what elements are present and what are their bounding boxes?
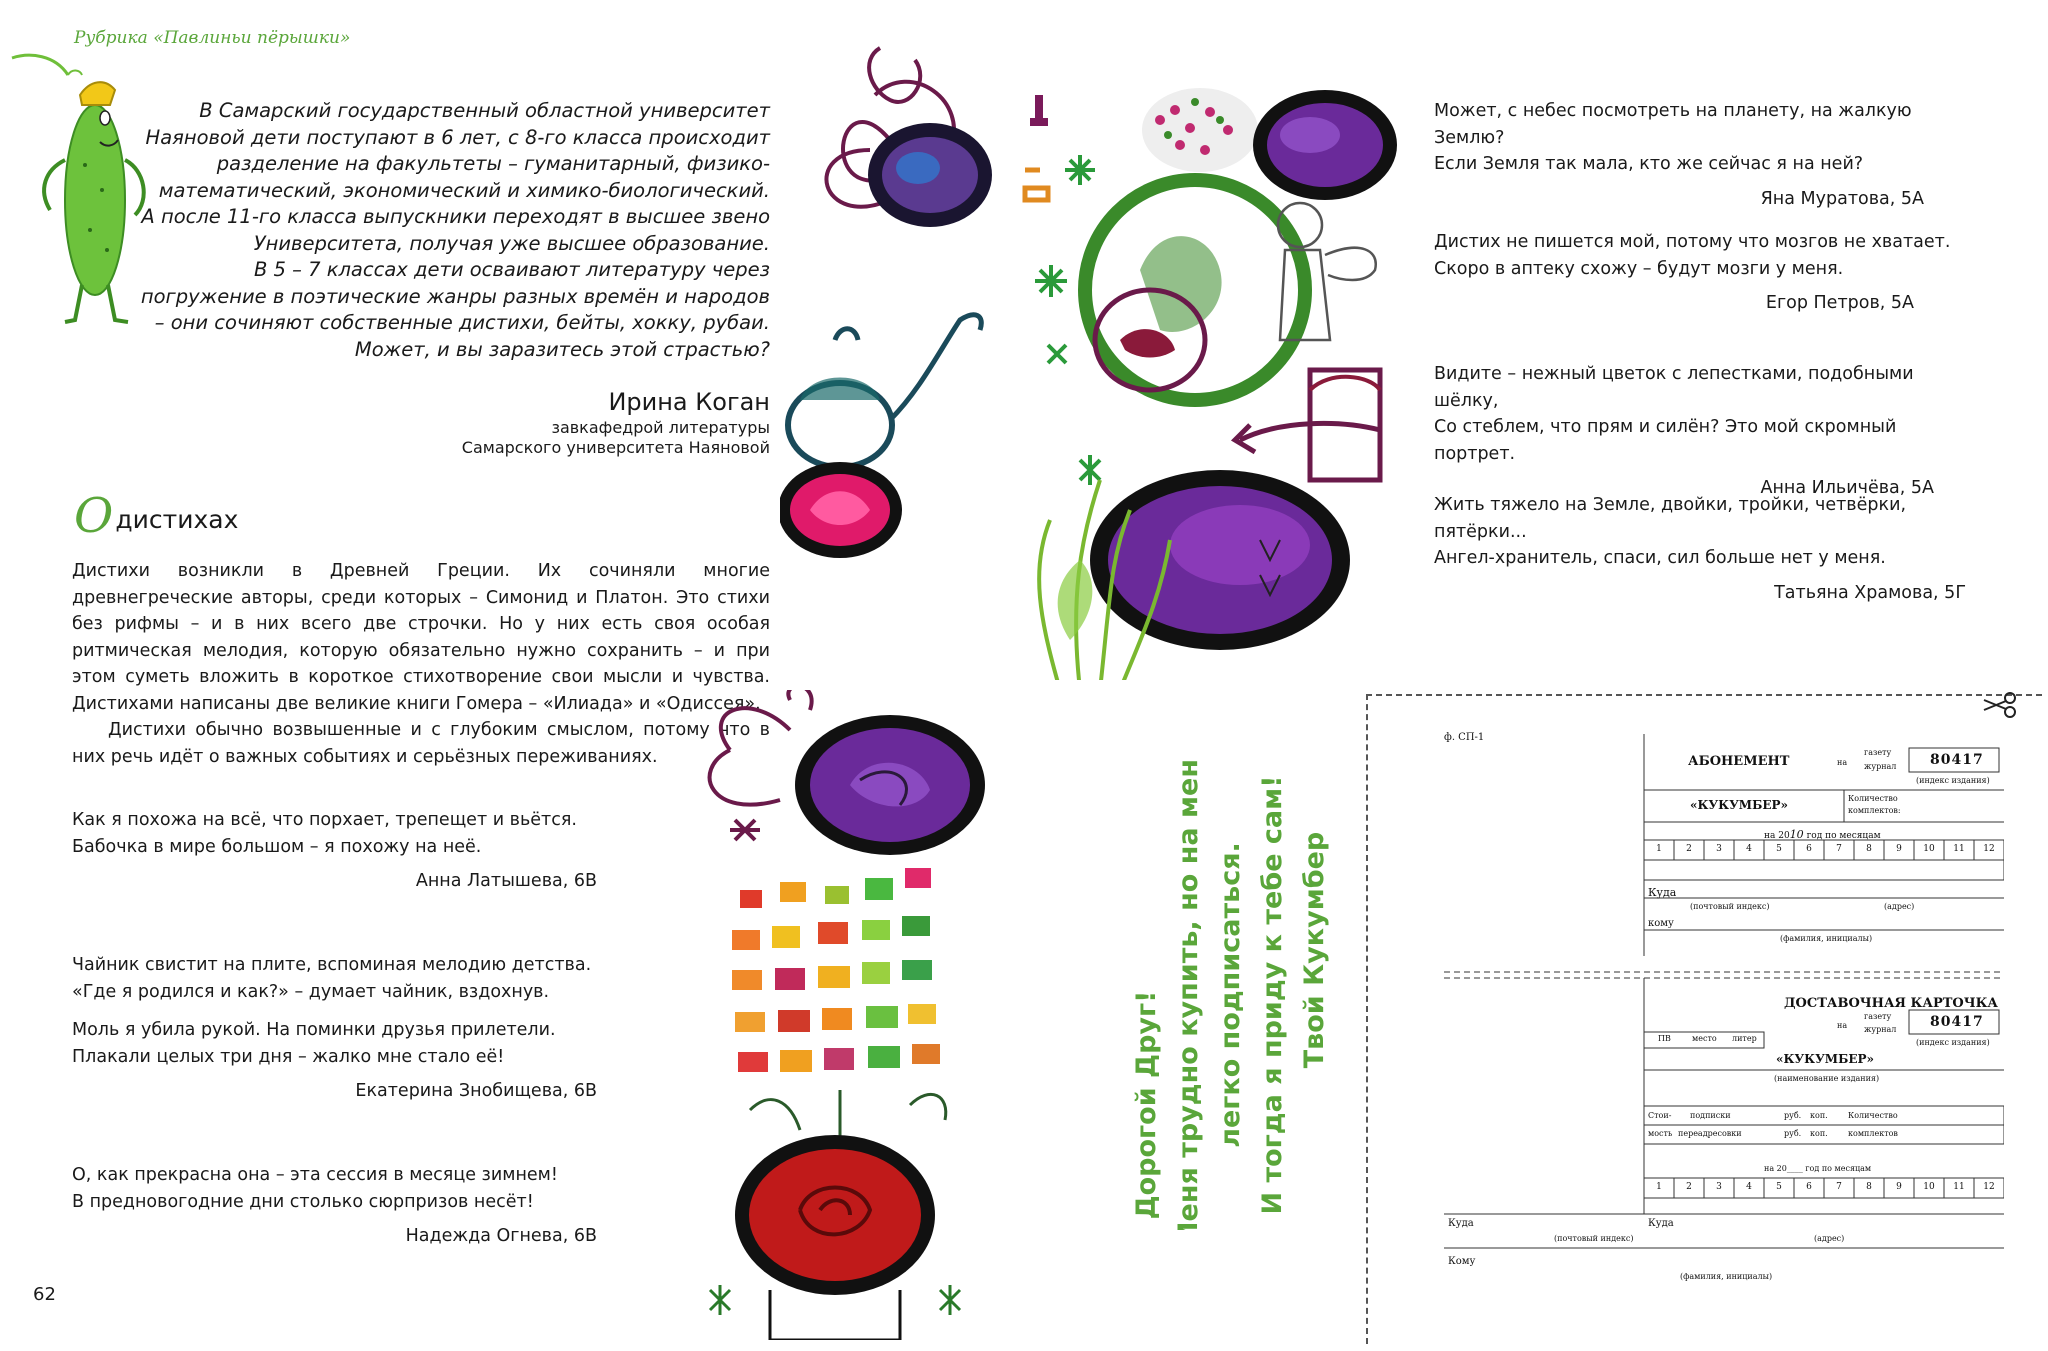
message-line-2: Меня трудно купить, но на меня bbox=[1173, 760, 1204, 1230]
page-number: 62 bbox=[33, 1284, 56, 1305]
form-month-cell: 1 bbox=[1656, 844, 1662, 854]
form-index-caption: (индекс издания) bbox=[1916, 776, 1990, 785]
form-year-line-2: на 20____ год по месяцам bbox=[1764, 1164, 1872, 1173]
poem-line: Моль я убила рукой. На поминки друзья прилетели. bbox=[72, 1020, 556, 1040]
form-most: мость bbox=[1648, 1129, 1673, 1138]
form-month-cell: 5 bbox=[1776, 1182, 1782, 1192]
form-na: на bbox=[1837, 758, 1848, 767]
form-na-year: на 20 bbox=[1764, 831, 1790, 841]
poem-left-2 bbox=[72, 952, 597, 1105]
section-paragraph-2: Дистихи обычно возвышенные и с глубоким смыслом, потому что в них речь идёт о важных событиях и серьёзных переживаниях. bbox=[72, 720, 770, 767]
cucumber-mascot bbox=[10, 50, 155, 325]
form-month-cell: 6 bbox=[1806, 844, 1812, 854]
form-kolichestvo: Количество bbox=[1848, 794, 1898, 803]
author-role bbox=[380, 418, 770, 458]
author-role-line-2: Самарского университета Наяновой bbox=[461, 438, 770, 457]
form-index: 80417 bbox=[1930, 752, 1984, 768]
poem-right-1 bbox=[1434, 98, 1974, 212]
poem-line: Со стеблем, что прям и силён? Это мой скромный портрет. bbox=[1434, 417, 1897, 464]
form-month-cell: 11 bbox=[1953, 844, 1965, 854]
form-month-cell: 4 bbox=[1746, 1182, 1752, 1192]
intro-paragraph-2: В 5 – 7 классах дети осваивают литературу через погружение в поэтические жанры разных времён и народов – они сочиняют собственные дистихи, бейты, хокку, рубаи. Может, и вы заразитесь этой страстью? bbox=[140, 258, 770, 361]
intro-paragraph-1: В Самарский государственный областной университет Наяновой дети поступают в 6 лет, с 8-го класса происходит разделение на факультеты – гуманитарный, физико-математический, экономический и химико-биологический. А после 11-го класса выпускники переходят в высшее звено Университета, получая уже высшее образование. bbox=[141, 99, 770, 255]
form-month-cell: 3 bbox=[1716, 1182, 1722, 1192]
form-kop: коп. bbox=[1810, 1111, 1828, 1120]
form-month-cell: 12 bbox=[1983, 1182, 1995, 1192]
form-god-po-mesyacam: год по месяцам bbox=[1806, 831, 1881, 841]
poem-line: Скоро в аптеку схожу – будут мозги у меня. bbox=[1434, 258, 1844, 279]
author-name: Ирина Коган bbox=[608, 388, 770, 416]
form-title: «КУКУМБЕР» bbox=[1690, 798, 1789, 812]
form-year-line bbox=[1764, 828, 1881, 841]
form-dostav: ДОСТАВОЧНАЯ КАРТОЧКА bbox=[1784, 996, 1999, 1011]
form-pereadres: переадресовки bbox=[1678, 1129, 1742, 1138]
form-index-caption-2: (индекс издания) bbox=[1916, 1038, 1990, 1047]
form-month-cell: 11 bbox=[1953, 1182, 1965, 1192]
poem-right-2 bbox=[1434, 229, 1974, 317]
form-podpiski: подписки bbox=[1690, 1111, 1731, 1120]
message-line-1: Дорогой Друг! bbox=[1131, 990, 1162, 1220]
form-month-cell: 3 bbox=[1716, 844, 1722, 854]
form-month-cell: 2 bbox=[1686, 1182, 1692, 1192]
form-kolichestvo-2: Количество bbox=[1848, 1111, 1898, 1120]
form-month-cell: 7 bbox=[1836, 1182, 1842, 1192]
form-rub: руб. bbox=[1784, 1111, 1802, 1120]
poem-line: Видите – нежный цветок с лепестками, подобными шёлку, bbox=[1434, 364, 1914, 411]
form-stoi: Стои- bbox=[1648, 1111, 1672, 1120]
form-month-cell: 6 bbox=[1806, 1182, 1812, 1192]
poem-line: «Где я родился и как?» – думает чайник, вздохнув. bbox=[72, 981, 550, 1002]
children-drawing-top bbox=[780, 40, 1420, 680]
form-mesto: место bbox=[1692, 1034, 1717, 1043]
form-rub-2: руб. bbox=[1784, 1129, 1802, 1138]
subscribe-message bbox=[1115, 760, 1345, 1230]
poem-line: Плакали целых три дня – жалко мне стало её! bbox=[72, 1046, 505, 1067]
form-month-cell: 10 bbox=[1923, 1182, 1935, 1192]
poem-line: Жить тяжело на Земле, двойки, тройки, четвёрки, пятёрки... bbox=[1434, 495, 1907, 542]
form-index-2: 80417 bbox=[1930, 1014, 1984, 1030]
form-code: ф. СП-1 bbox=[1444, 732, 1485, 743]
form-fio: (фамилия, инициалы) bbox=[1780, 934, 1873, 943]
form-gazetu-2: газету bbox=[1864, 1012, 1892, 1021]
section-body bbox=[72, 558, 770, 770]
form-komu: кому bbox=[1648, 918, 1674, 929]
section-title-initial: О bbox=[74, 488, 114, 544]
section-title-rest: дистихах bbox=[115, 505, 239, 534]
form-month-cell: 8 bbox=[1866, 844, 1872, 854]
form-komu-2: Кому bbox=[1448, 1256, 1476, 1267]
poem-line: Чайник свистит на плите, вспоминая мелодию детства. bbox=[72, 955, 592, 975]
form-kuda-2: Куда bbox=[1448, 1218, 1474, 1229]
form-pocht-index: (почтовый индекс) bbox=[1690, 902, 1770, 911]
form-gazetu: газету bbox=[1864, 748, 1892, 757]
author-role-line-1: завкафедрой литературы bbox=[551, 418, 770, 437]
form-month-cell: 2 bbox=[1686, 844, 1692, 854]
message-line-3: легко подписаться. bbox=[1215, 842, 1246, 1148]
rubric-title: Рубрика «Павлиньи пёрышки» bbox=[74, 28, 351, 48]
form-fio-2: (фамилия, инициалы) bbox=[1680, 1272, 1773, 1281]
message-line-4: И тогда я приду к тебе сам! bbox=[1257, 775, 1288, 1215]
form-adres-2: (адрес) bbox=[1814, 1234, 1845, 1243]
poem-right-3 bbox=[1434, 361, 1974, 502]
form-liter: литер bbox=[1732, 1034, 1757, 1043]
form-naimen: (наименование издания) bbox=[1774, 1074, 1880, 1083]
section-title bbox=[74, 488, 238, 544]
section-paragraph-1: Дистихи возникли в Древней Греции. Их сочиняли многие древнегреческие авторы, среди которых – Симонид и Платон. Это стихи без рифмы – и в них всего две строчки. Но у них есть своя особая ритмическая мелодия, которую обязательно нужно сохранить – и при этом суметь вложить в короткое стихотворение свои мысли и чувства. Дистихами написаны две великие книги Гомера – «Илиада» и «Одиссея». bbox=[72, 561, 770, 714]
form-kuda: Куда bbox=[1648, 886, 1677, 899]
form-month-cell: 4 bbox=[1746, 844, 1752, 854]
form-title-2: «КУКУМБЕР» bbox=[1776, 1052, 1875, 1066]
form-zhurnal-2: журнал bbox=[1864, 1025, 1897, 1034]
poem-author: Надежда Огнева, 6В bbox=[405, 1226, 597, 1246]
poem-line: Как я похожа на всё, что порхает, трепещет и вьётся. bbox=[72, 810, 577, 830]
form-month-cell: 9 bbox=[1896, 844, 1902, 854]
form-komplektov-2: комплектов bbox=[1848, 1129, 1898, 1138]
subscription-form bbox=[1444, 734, 2004, 1294]
form-month-cell: 12 bbox=[1983, 844, 1995, 854]
poem-left-1 bbox=[72, 807, 597, 895]
poem-line: В предновогодние дни столько сюрпризов несёт! bbox=[72, 1191, 534, 1212]
form-adres: (адрес) bbox=[1884, 902, 1915, 911]
form-year-hand: 10 bbox=[1789, 828, 1804, 841]
form-zhurnal: журнал bbox=[1864, 762, 1897, 771]
poem-left-3 bbox=[72, 1162, 597, 1250]
poem-author: Екатерина Знобищева, 6В bbox=[355, 1081, 597, 1101]
form-month-cell: 1 bbox=[1656, 1182, 1662, 1192]
poem-author: Татьяна Храмова, 5Г bbox=[1774, 582, 1966, 603]
poem-line: О, как прекрасна она – эта сессия в месяце зимнем! bbox=[72, 1165, 558, 1185]
form-komplektov: комплектов: bbox=[1848, 806, 1901, 815]
children-drawing-bottom bbox=[690, 690, 1010, 1340]
poem-line: Если Земля так мала, кто же сейчас я на ней? bbox=[1434, 154, 1864, 174]
intro-text bbox=[140, 98, 770, 363]
scissors-icon bbox=[1980, 690, 2020, 720]
form-month-cell: 5 bbox=[1776, 844, 1782, 854]
poem-author: Егор Петров, 5А bbox=[1765, 293, 1914, 313]
form-pocht-index-2: (почтовый индекс) bbox=[1554, 1234, 1634, 1243]
poem-author: Анна Латышева, 6В bbox=[415, 871, 597, 891]
message-line-5: Твой Кукумбер bbox=[1299, 831, 1330, 1069]
form-month-cell: 7 bbox=[1836, 844, 1842, 854]
poem-author: Анна Ильичёва, 5А bbox=[1760, 478, 1934, 498]
form-month-cell: 8 bbox=[1866, 1182, 1872, 1192]
form-month-cell: 9 bbox=[1896, 1182, 1902, 1192]
poem-line: Ангел-хранитель, спаси, сил больше нет у меня. bbox=[1434, 548, 1886, 568]
form-kuda-3: Куда bbox=[1648, 1218, 1674, 1229]
poem-line: Может, с небес посмотреть на планету, на жалкую Землю? bbox=[1434, 101, 1912, 148]
form-kop-2: коп. bbox=[1810, 1129, 1828, 1138]
poem-line: Дистих не пишется мой, потому что мозгов не хватает. bbox=[1434, 232, 1951, 252]
form-abonement: АБОНЕМЕНТ bbox=[1688, 754, 1790, 769]
poem-line: Бабочка в мире большом – я похожу на неё. bbox=[72, 836, 482, 857]
poem-author: Яна Муратова, 5А bbox=[1760, 188, 1924, 209]
form-month-cell: 10 bbox=[1923, 844, 1935, 854]
form-na-2: на bbox=[1837, 1021, 1848, 1030]
poem-right-4 bbox=[1434, 492, 1974, 606]
form-pv: ПВ bbox=[1658, 1034, 1671, 1043]
